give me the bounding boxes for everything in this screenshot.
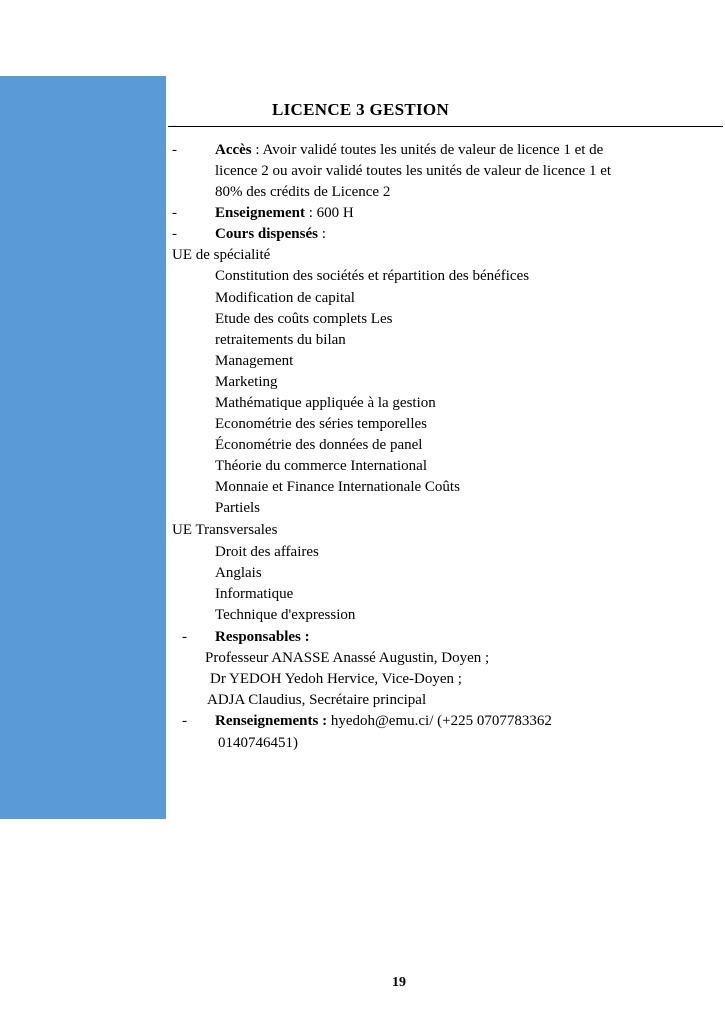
title-divider xyxy=(168,126,723,127)
page-number: 19 xyxy=(392,975,406,990)
acces-text-2: licence 2 ou avoir validé toutes les unités de valeur de licence 1 et xyxy=(215,163,612,179)
renseignements-contact[interactable]: hyedoh@emu.ci/ (+225 0707783362 xyxy=(330,713,552,729)
bullet-dash: - xyxy=(172,205,177,221)
acces-label: Accès xyxy=(215,142,252,158)
responsable-person: ADJA Claudius, Secrétaire principal xyxy=(207,692,427,708)
list-item: Mathématique appliquée à la gestion xyxy=(215,395,436,411)
list-item: Anglais xyxy=(215,565,262,581)
ue-transversales-heading: UE Transversales xyxy=(172,522,278,538)
list-item: Technique d'expression xyxy=(215,607,356,623)
bullet-dash: - xyxy=(172,226,177,242)
list-item: Constitution des sociétés et répartition des bénéfices xyxy=(215,268,530,284)
cours-line xyxy=(215,224,326,245)
list-item: Droit des affaires xyxy=(215,544,319,560)
renseignements-phone: 0140746451) xyxy=(218,735,298,751)
enseignement-value: : 600 H xyxy=(308,205,354,221)
renseignements-label: Renseignements : xyxy=(215,713,328,729)
responsable-person: Professeur ANASSE Anassé Augustin, Doyen ; xyxy=(205,650,490,666)
cours-label: Cours dispensés xyxy=(215,226,318,242)
acces-text-3: 80% des crédits de Licence 2 xyxy=(215,184,391,200)
list-item: Monnaie et Finance Internationale Coûts xyxy=(215,479,460,495)
acces-text-1: : Avoir validé toutes les unités de valeur de licence 1 et de xyxy=(255,142,604,158)
renseignements-line xyxy=(215,711,552,732)
responsables-label: Responsables : xyxy=(215,629,310,645)
list-item: Econométrie des séries temporelles xyxy=(215,416,428,432)
list-item: Etude des coûts complets Les xyxy=(215,311,393,327)
responsable-person: Dr YEDOH Yedoh Hervice, Vice-Doyen ; xyxy=(210,671,462,687)
list-item: Économétrie des données de panel xyxy=(215,437,423,453)
list-item: Modification de capital xyxy=(215,290,355,306)
sidebar-accent-bar xyxy=(0,76,166,819)
list-item: retraitements du bilan xyxy=(215,332,346,348)
enseignement-label: Enseignement xyxy=(215,205,305,221)
bullet-dash: - xyxy=(182,629,187,645)
ue-specialite-heading: UE de spécialité xyxy=(172,247,271,263)
list-item: Management xyxy=(215,353,294,369)
list-item: Marketing xyxy=(215,374,278,390)
enseignement-line xyxy=(215,203,354,224)
bullet-dash: - xyxy=(172,142,177,158)
list-item: Informatique xyxy=(215,586,294,602)
page-title: LICENCE 3 GESTION xyxy=(272,100,450,119)
cours-value: : xyxy=(321,226,326,242)
bullet-dash: - xyxy=(182,713,187,729)
empty-bullet: - xyxy=(172,118,177,134)
list-item: Théorie du commerce International xyxy=(215,458,427,474)
acces-line xyxy=(215,140,603,161)
list-item: Partiels xyxy=(215,500,260,516)
